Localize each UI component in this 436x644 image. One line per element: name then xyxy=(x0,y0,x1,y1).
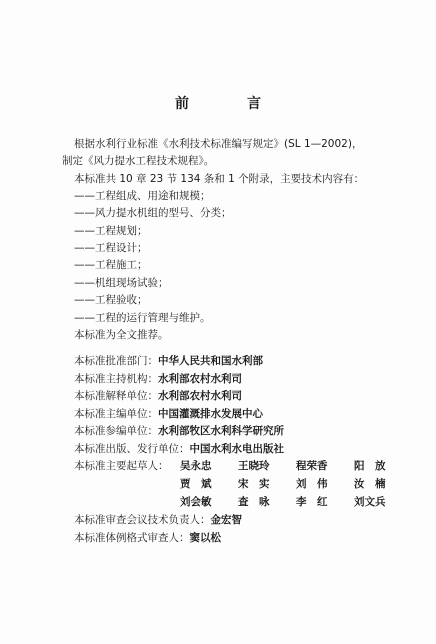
content-item: ——机组现场试验； xyxy=(74,277,169,289)
unit-value: 中华人民共和国水利部 xyxy=(158,355,263,367)
reviewer-name: 窦以松 xyxy=(189,532,221,544)
participating-unit xyxy=(74,425,284,438)
drafter-name: 查 咏 xyxy=(238,496,270,508)
format-reviewer xyxy=(74,532,221,545)
reviewer-label: 本标准审查会议技术负责人： xyxy=(74,514,211,526)
unit-label: 本标准出版、发行单位： xyxy=(74,443,190,455)
drafters-row-2 xyxy=(180,478,404,491)
unit-value: 水利部牧区水利科学研究所 xyxy=(158,425,284,437)
publisher-unit xyxy=(74,443,284,456)
drafter-name: 宋 实 xyxy=(238,478,270,490)
unit-label: 本标准批准部门： xyxy=(74,355,158,367)
content-item: ——工程验收； xyxy=(74,294,148,306)
drafter-name: 汝 楠 xyxy=(354,478,386,490)
unit-value: 水利部农村水利司 xyxy=(158,390,242,402)
drafter-name: 贾 斌 xyxy=(180,478,212,490)
drafter-name: 刘文兵 xyxy=(354,496,386,508)
intro-paragraph-3: 本标准为全文推荐。 xyxy=(74,329,169,341)
unit-value: 中国灌溉排水发展中心 xyxy=(158,408,263,420)
drafters-row-1 xyxy=(180,460,404,473)
intro-paragraph-1-line-2: 制定《风力提水工程技术规程》。 xyxy=(62,155,215,167)
unit-label: 本标准参编单位： xyxy=(74,425,158,437)
reviewer-name: 金宏智 xyxy=(210,514,242,526)
drafters-row-3 xyxy=(180,496,404,509)
content-item: ——工程组成、用途和规模； xyxy=(74,190,211,202)
unit-value: 中国水利水电出版社 xyxy=(189,443,284,455)
chief-editing-unit xyxy=(74,408,263,421)
drafter-name: 阳 放 xyxy=(354,460,386,472)
content-item: ——工程规划； xyxy=(74,225,148,237)
unit-label: 本标准解释单位： xyxy=(74,390,158,402)
host-organization xyxy=(74,373,242,386)
content-item: ——工程施工； xyxy=(74,259,148,271)
content-item: ——风力提水机组的型号、分类； xyxy=(74,207,232,219)
drafter-name: 刘会敏 xyxy=(180,496,212,508)
content-item: ——工程设计； xyxy=(74,242,148,254)
drafter-name: 吴永忠 xyxy=(180,460,212,472)
reviewer-label: 本标准体例格式审查人： xyxy=(74,532,190,544)
drafter-name: 王晓玲 xyxy=(238,460,270,472)
unit-value: 水利部农村水利司 xyxy=(158,373,242,385)
content-item: ——工程的运行管理与维护。 xyxy=(74,312,211,324)
unit-label: 本标准主持机构： xyxy=(74,373,158,385)
drafter-name: 程荣香 xyxy=(296,460,328,472)
approval-department xyxy=(74,355,263,368)
review-technical-lead xyxy=(74,514,242,527)
interpretation-unit xyxy=(74,390,242,403)
unit-label: 本标准主编单位： xyxy=(74,408,158,420)
drafter-name: 李 红 xyxy=(296,496,328,508)
intro-paragraph-2: 本标准共 10 章 23 节 134 条和 1 个附录，主要技术内容有： xyxy=(74,173,365,185)
intro-paragraph-1-line-1: 根据水利行业标准《水利技术标准编写规定》(SL 1—2002)， xyxy=(74,138,363,150)
drafters-label: 本标准主要起草人： xyxy=(74,460,169,472)
drafter-name: 刘 伟 xyxy=(296,478,328,490)
page-title: 前 言 xyxy=(175,96,283,112)
